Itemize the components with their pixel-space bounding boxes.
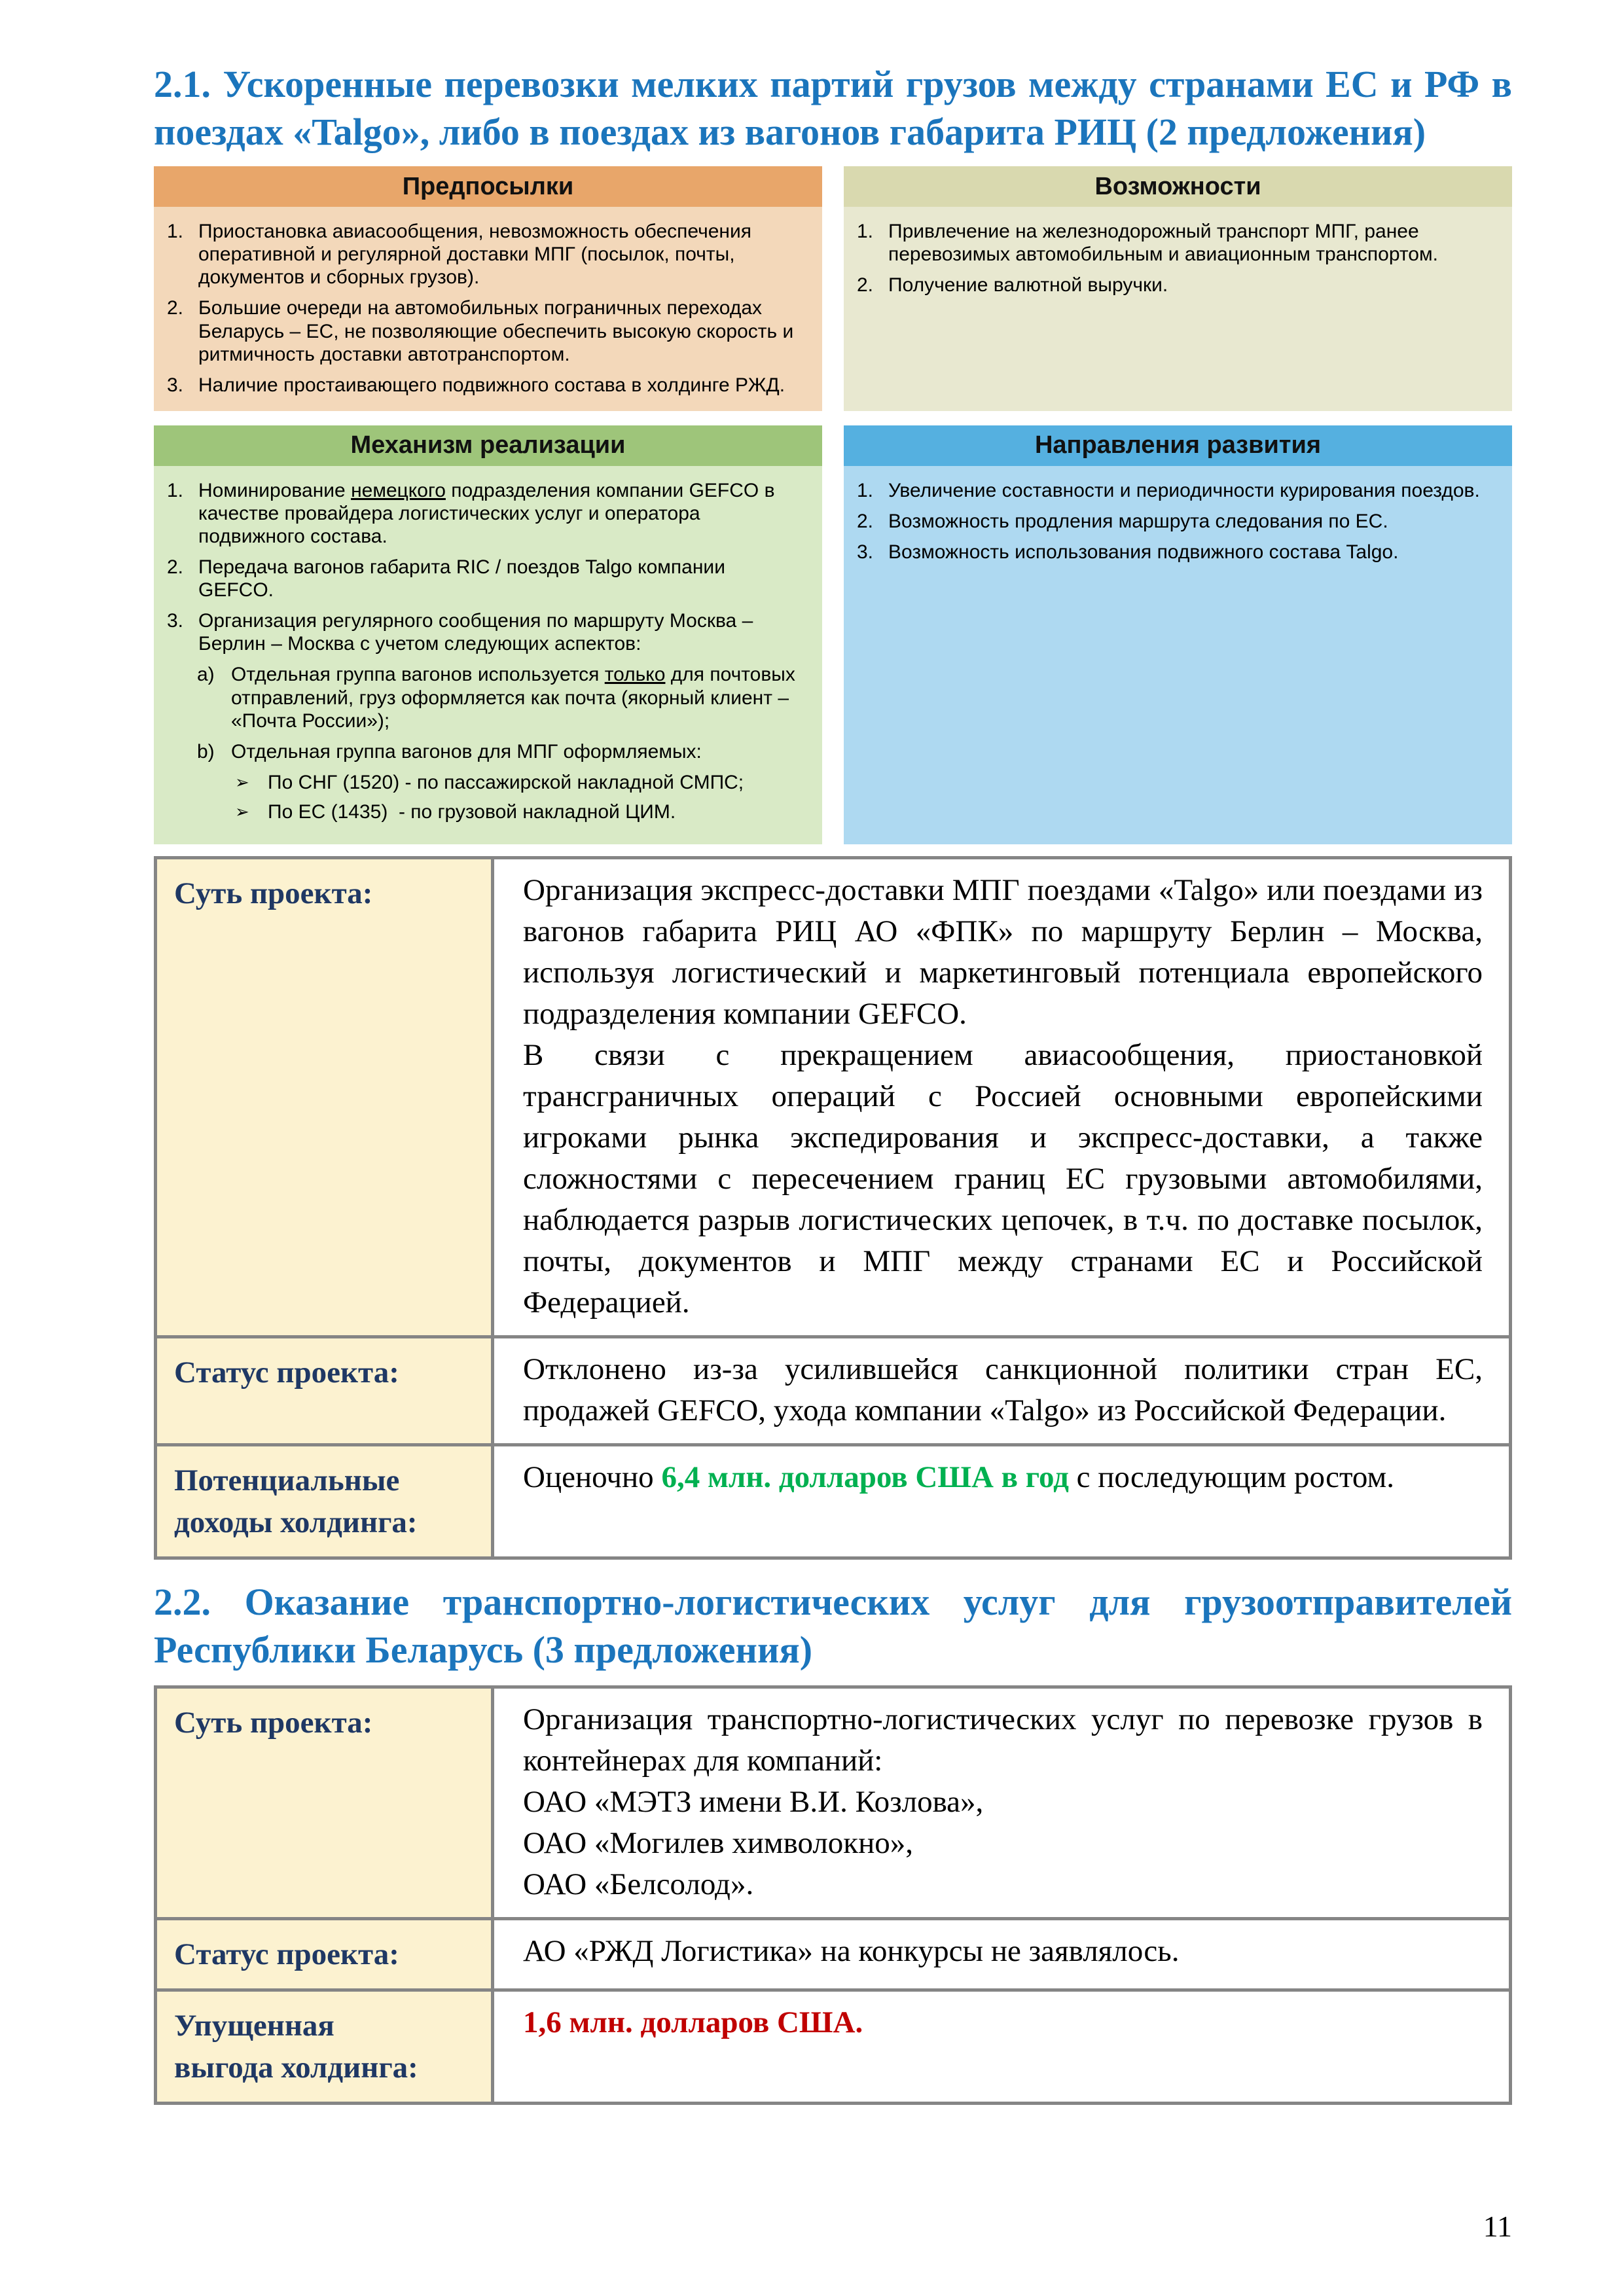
item-number: 1. (857, 479, 874, 501)
item-number: 3. (857, 541, 874, 563)
item-text: Отдельная группа вагонов для МПГ оформляемых: (231, 740, 702, 762)
table-row-status (156, 1337, 1511, 1445)
item-text: Приостановка авиасообщения, невозможность обеспечения оперативной и регулярной доставки МПГ (посылок, почты, документов и сборных грузов). (198, 221, 751, 289)
loss-amount: 1,6 млн. долларов США. (523, 2005, 863, 2040)
item-text-part: для почтовых отправлений, груз оформляется как почта (якорный клиент – «Почта России»); (231, 664, 795, 732)
page-content (154, 60, 1512, 2105)
development-box-header: Направления развития (844, 425, 1512, 466)
mechanism-box-header: Механизм реализации (154, 425, 822, 466)
item-number: 2. (167, 297, 184, 319)
essence-paragraph-1: Организация экспресс-доставки МПГ поездами «Talgo» или поездами из вагонов габарита РИЦ АО «ФПК» по маршруту Берлин – Москва, используя логистический и маркетинговый потенциала европейского подразделения компании GEFCO. (523, 873, 1483, 1031)
list-item (167, 479, 805, 548)
item-number: 1. (167, 221, 184, 243)
list-item (857, 479, 1495, 502)
table-row-income (156, 1445, 1511, 1558)
arrow-bullet-icon: ➢ (235, 772, 249, 792)
table-row-essence (156, 858, 1511, 1337)
page-number: 11 (1483, 2210, 1512, 2243)
item-text: Возможность использования подвижного состава Talgo. (888, 541, 1399, 563)
item-text: Привлечение на железнодорожный транспорт МПГ, ранее перевозимых автомобильным и авиационным транспортом. (888, 221, 1438, 266)
essence-label-cell: Суть проекта: (156, 1687, 493, 1919)
bullet-list-item (235, 800, 805, 823)
item-text (198, 479, 805, 548)
status-label-cell: Статус проекта: (156, 1919, 493, 1990)
item-letter: b) (197, 740, 215, 762)
list-item (857, 220, 1495, 266)
arrow-bullet-icon: ➢ (235, 801, 249, 821)
table-row-loss (156, 1990, 1511, 2104)
sub-list-item (197, 663, 805, 732)
sub-list-item (197, 740, 805, 763)
income-value-cell (493, 1445, 1511, 1558)
company-line: ОАО «МЭТЗ имени В.И. Козлова», (523, 1785, 984, 1820)
essence-value-cell (493, 1687, 1511, 1919)
underlined-word: только (604, 664, 666, 686)
opportunities-box-body (844, 207, 1512, 411)
item-number: 2. (857, 510, 874, 532)
essence-paragraph-2: В связи с прекращением авиасообщения, приостановкой трансграничных операций с Россией основными европейскими игроками рынка экспедирования и экспресс-доставки, а также сложностями с пересечением границ ЕС грузовыми автомобилями, наблюдается разрыв логистических цепочек, в т.ч. по доставке посылок, почты, документов и МПГ между странами ЕС и Российской Федерацией. (523, 1038, 1483, 1320)
item-text: Наличие простаивающего подвижного состава в холдинге РЖД. (198, 374, 785, 396)
item-text: Увеличение составности и периодичности курирования поездов. (888, 479, 1480, 501)
table-row-essence (156, 1687, 1511, 1919)
label-line: Упущенная (174, 2009, 334, 2043)
mechanism-box (154, 425, 822, 844)
table-row-status (156, 1919, 1511, 1990)
item-text: Большие очереди на автомобильных пограничных переходах Беларусь – ЕС, не позволяющие обеспечить высокую скорость и ритмичность доставки автотранспортом. (198, 297, 794, 365)
status-value-cell: Отклонено из-за усилившейся санкционной политики стран ЕС, продажей GEFCO, ухода компании «Talgo» из Российской Федерации. (493, 1337, 1511, 1445)
opportunities-box (844, 166, 1512, 411)
item-text-part: подразделения компании GEFCO в качестве провайдера логистических услуг и оператора подвижного состава. (198, 479, 775, 547)
item-number: 1. (167, 479, 184, 501)
item-text (231, 663, 805, 732)
item-text: Получение валютной выручки. (888, 274, 1168, 296)
list-item (857, 510, 1495, 533)
swot-boxes-grid (154, 166, 1512, 844)
label-line: доходы холдинга: (174, 1505, 418, 1540)
essence-intro: Организация транспортно-логистических услуг по перевозке грузов в контейнерах для компаний: (523, 1702, 1483, 1778)
development-box-body (844, 466, 1512, 844)
item-letter: a) (197, 664, 215, 686)
list-item (167, 220, 805, 289)
item-number: 3. (167, 610, 184, 632)
list-item (857, 541, 1495, 564)
project-2-2-table (154, 1685, 1512, 2105)
item-text: По СНГ (1520) - по пассажирской накладной СМПС; (268, 771, 744, 793)
mechanism-box-body (154, 466, 822, 844)
status-value-cell: АО «РЖД Логистика» на конкурсы не заявлялось. (493, 1919, 1511, 1990)
list-item (167, 556, 805, 601)
item-number: 2. (167, 556, 184, 579)
loss-value-cell (493, 1990, 1511, 2104)
item-text-part: Номинирование (198, 479, 352, 501)
company-line: ОАО «Могилев химволокно», (523, 1826, 914, 1861)
premises-box-header: Предпосылки (154, 166, 822, 207)
label-line: выгода холдинга: (174, 2051, 418, 2085)
income-text-suffix: с последующим ростом. (1068, 1460, 1395, 1495)
premises-box-body (154, 207, 822, 411)
loss-label-cell (156, 1990, 493, 2104)
essence-label-cell: Суть проекта: (156, 858, 493, 1337)
section-2-2-title: 2.2. Оказание транспортно-логистических услуг для грузоотправителей Республики Беларусь (3 предложения) (154, 1581, 1512, 1672)
item-text: По ЕС (1435) - по грузовой накладной ЦИМ. (268, 800, 676, 823)
item-text: Передача вагонов габарита RIC / поездов Talgo компании GEFCO. (198, 556, 725, 601)
development-box (844, 425, 1512, 844)
underlined-word: немецкого (351, 479, 446, 501)
income-amount-highlight: 6,4 млн. долларов США в год (661, 1460, 1069, 1495)
item-number: 3. (167, 374, 184, 396)
item-number: 1. (857, 221, 874, 243)
project-2-1-table (154, 856, 1512, 1560)
income-label-cell (156, 1445, 493, 1558)
list-item (167, 609, 805, 655)
section-2-1-title: 2.1. Ускоренные перевозки мелких партий грузов между странами ЕС и РФ в поездах «Talgo», либо в поездах из вагонов габарита РИЦ (2 предложения) (154, 63, 1512, 154)
income-text-prefix: Оценочно (523, 1460, 662, 1495)
item-number: 2. (857, 274, 874, 296)
list-item (857, 274, 1495, 296)
premises-box (154, 166, 822, 411)
opportunities-box-header: Возможности (844, 166, 1512, 207)
list-item (167, 296, 805, 365)
item-text-part: Отдельная группа вагонов используется (231, 664, 605, 686)
bullet-list-item (235, 771, 805, 794)
status-label-cell: Статус проекта: (156, 1337, 493, 1445)
label-line: Потенциальные (174, 1463, 400, 1498)
item-text: Возможность продления маршрута следования по ЕС. (888, 510, 1388, 532)
company-line: ОАО «Белсолод». (523, 1867, 754, 1902)
item-text: Организация регулярного сообщения по маршруту Москва – Берлин – Москва с учетом следующих аспектов: (198, 610, 753, 655)
essence-value-cell (493, 858, 1511, 1337)
list-item (167, 374, 805, 397)
